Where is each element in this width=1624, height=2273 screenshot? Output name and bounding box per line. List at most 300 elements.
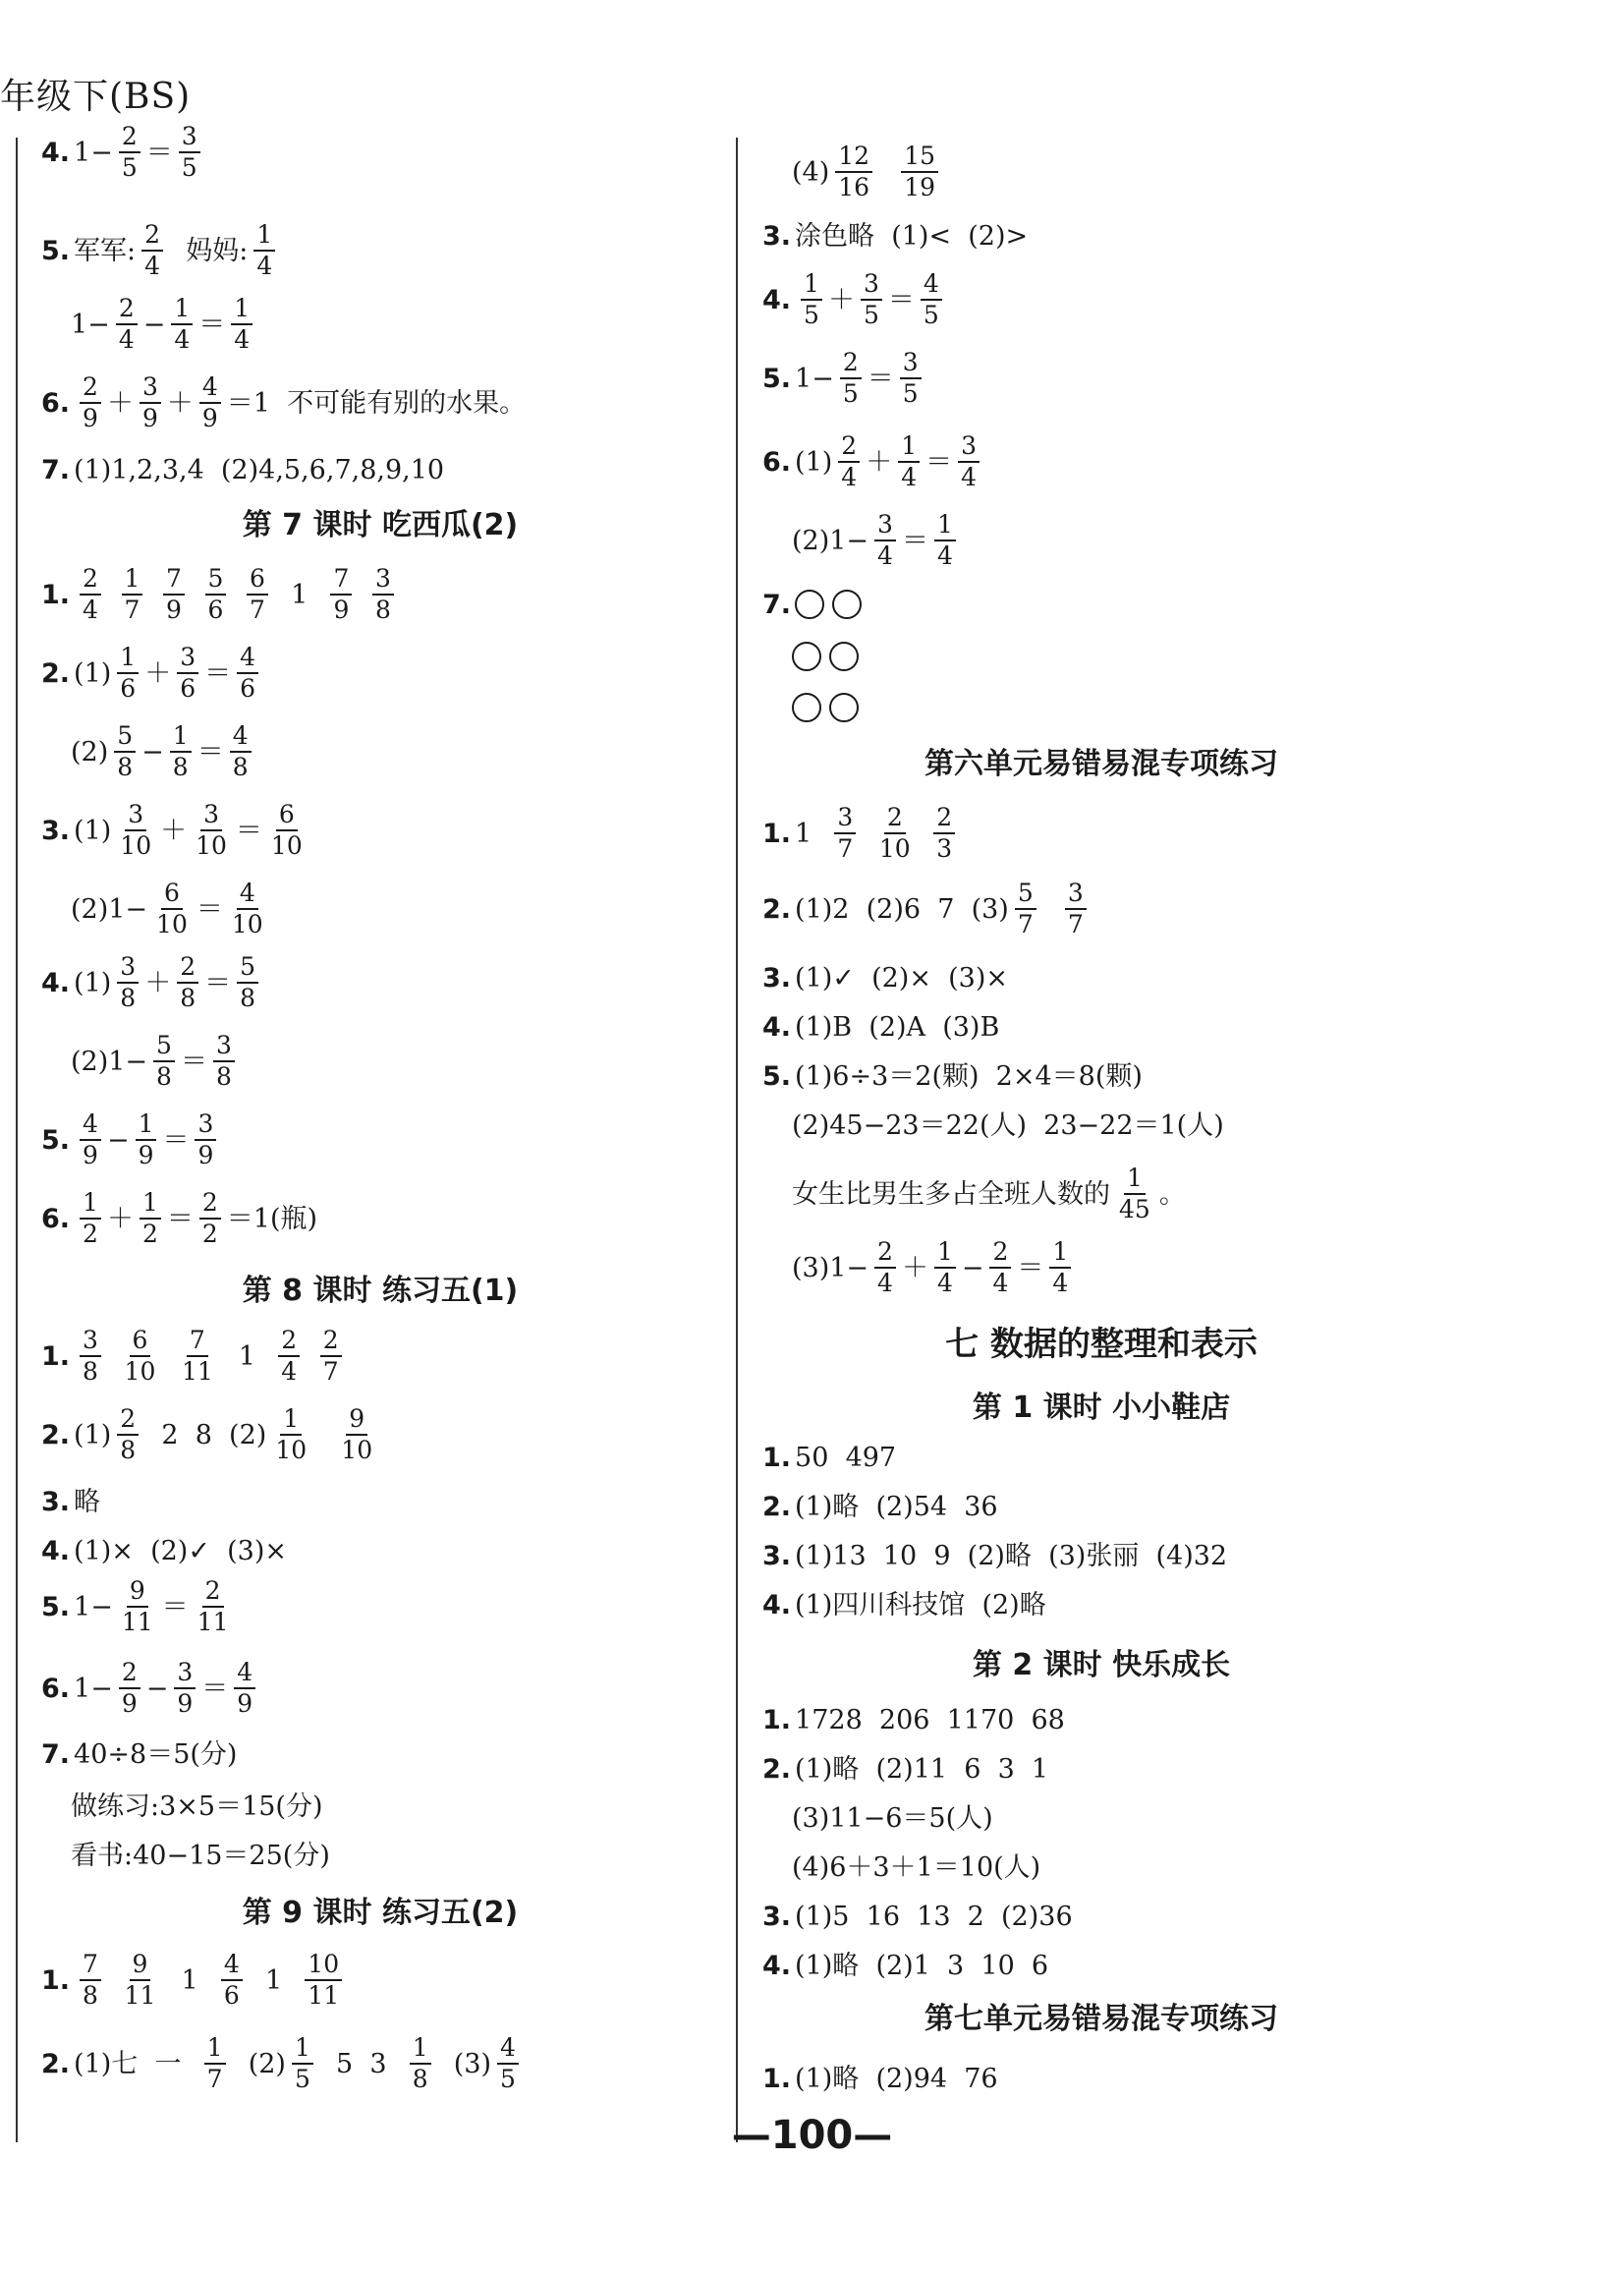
fraction <box>292 2032 313 2093</box>
fraction-numerator: 2 <box>989 1239 1011 1269</box>
answer-text: (1) <box>795 446 833 478</box>
fraction-denominator: 6 <box>180 674 196 703</box>
fraction-numerator: 7 <box>330 566 352 596</box>
answer-text: (1)四川科技馆 (2)略 <box>795 1589 1046 1620</box>
fraction-denominator: 4 <box>841 463 858 491</box>
answer-line <box>41 555 400 634</box>
fraction-denominator: 7 <box>837 834 854 863</box>
fraction-denominator: 45 <box>1119 1195 1150 1223</box>
fraction-denominator: 5 <box>842 379 859 408</box>
question-number: 2. <box>762 1491 792 1522</box>
answer-text: 。 <box>1158 1178 1186 1210</box>
fraction-denominator: 7 <box>206 2065 223 2093</box>
answer-line <box>792 1155 1186 1233</box>
fraction-numerator: 3 <box>80 1328 101 1357</box>
answer-line <box>41 211 281 290</box>
fraction-numerator: 7 <box>80 1952 101 1981</box>
fraction <box>117 642 139 703</box>
page-number: —100— <box>731 2113 893 2158</box>
fraction <box>136 1108 157 1169</box>
fraction-numerator: 5 <box>114 723 136 753</box>
fraction-denominator: 5 <box>804 301 819 329</box>
fraction-denominator: 7 <box>1017 910 1034 938</box>
question-number: 4. <box>41 1535 71 1566</box>
fraction <box>119 1575 156 1636</box>
answer-text: (3) <box>436 2048 492 2079</box>
fraction-numerator: 6 <box>276 802 298 831</box>
question-number: 1. <box>762 1704 792 1735</box>
circle-shape <box>832 590 862 619</box>
answer-line <box>792 1779 993 1857</box>
fraction <box>934 509 956 570</box>
fraction-denominator: 5 <box>902 379 919 408</box>
fraction <box>204 2032 226 2093</box>
fraction-denominator: 8 <box>374 596 391 624</box>
section-heading-text: 第 8 课时 练习五(1) <box>242 1274 519 1308</box>
fraction <box>305 1949 342 2010</box>
answer-text: ＝ <box>196 736 224 767</box>
answer-text: ＋ <box>106 1203 134 1234</box>
fraction-denominator: 10 <box>878 834 911 863</box>
answer-text: (2) <box>71 736 109 767</box>
answer-line <box>762 870 1092 948</box>
answer-text: ＝ <box>887 284 915 315</box>
fraction <box>247 563 268 624</box>
fraction <box>80 1187 101 1248</box>
fraction-denominator: 5 <box>500 2065 516 2093</box>
fraction-denominator: 10 <box>156 910 188 938</box>
fraction-denominator: 4 <box>992 1269 1009 1297</box>
answer-line <box>762 938 1008 1017</box>
answer-text: − <box>961 1252 984 1283</box>
fraction-denominator: 5 <box>863 301 879 329</box>
fraction-denominator: 6 <box>120 674 137 703</box>
fraction-numerator: 9 <box>130 1952 151 1981</box>
fraction-denominator: 5 <box>121 153 138 182</box>
answer-text: 1728 206 1170 68 <box>795 1704 1065 1735</box>
answer-text: 2 8 (2) <box>144 1419 267 1450</box>
answer-text: ＋ <box>144 967 172 998</box>
answer-text: 1 <box>795 818 829 849</box>
fraction-numerator: 4 <box>237 645 258 674</box>
answer-line <box>41 430 444 509</box>
question-number: 2. <box>41 1419 71 1450</box>
answer-text <box>920 821 928 847</box>
section-heading-text: 第 1 课时 小小鞋店 <box>972 1391 1231 1425</box>
answer-text: ＝ <box>204 657 232 689</box>
question-number: 4. <box>41 137 71 168</box>
fraction-numerator: 1 <box>292 2035 313 2065</box>
fraction-denominator: 8 <box>240 984 256 1012</box>
answer-text: ＋ <box>827 284 855 315</box>
question-number: 1. <box>762 1442 792 1473</box>
fraction-denominator: 9 <box>83 404 98 432</box>
answer-line <box>762 988 999 1066</box>
answer-text: (2)1− <box>71 893 148 925</box>
fraction-denominator: 8 <box>120 984 137 1012</box>
fraction-numerator: 3 <box>179 124 200 153</box>
answer-text: ＝ <box>180 1046 207 1077</box>
fraction-numerator: 1 <box>801 271 822 301</box>
question-number: 4. <box>762 1589 792 1620</box>
answer-text: 1 <box>164 1964 215 1996</box>
fraction <box>237 951 258 1012</box>
section-heading <box>41 1252 719 1331</box>
fraction-denominator: 16 <box>838 173 870 201</box>
fraction-numerator: 3 <box>140 374 161 404</box>
answer-line <box>41 1179 317 1258</box>
fraction-numerator: 4 <box>497 2035 519 2065</box>
fraction-numerator: 1 <box>1049 1239 1071 1269</box>
answer-text <box>315 1422 332 1449</box>
answer-line <box>792 1228 1077 1307</box>
fraction-numerator: 2 <box>80 374 101 404</box>
answer-text: (4)6＋3＋1＝10(人) <box>792 1851 1041 1883</box>
question-number: 5. <box>41 235 71 266</box>
answer-line <box>792 668 867 747</box>
answer-line <box>762 1877 1073 1956</box>
answer-line <box>792 1828 1040 1906</box>
fraction-denominator: 4 <box>144 252 161 280</box>
question-number: 3. <box>762 220 792 252</box>
fraction-denominator: 9 <box>197 1141 214 1169</box>
fraction <box>237 642 258 703</box>
answer-text: 1 <box>273 579 325 610</box>
question-number: 7. <box>41 1738 71 1770</box>
answer-text: 1 <box>248 1964 300 1996</box>
fraction-denominator: 4 <box>936 541 953 570</box>
fraction <box>80 1108 101 1169</box>
answer-line <box>762 1680 1065 1759</box>
answer-text: 5 3 <box>318 2048 404 2079</box>
answer-text: ＋ <box>166 387 194 419</box>
fraction <box>195 1108 216 1169</box>
circle-shape <box>829 693 859 722</box>
fraction-denominator: 8 <box>172 753 189 781</box>
fraction-denominator: 4 <box>118 325 135 354</box>
fraction-numerator: 4 <box>230 723 252 753</box>
fraction <box>80 563 101 624</box>
fraction <box>874 509 896 570</box>
fraction <box>253 219 275 280</box>
fraction-numerator: 3 <box>372 566 394 596</box>
question-number: 5. <box>41 1591 71 1622</box>
section-heading <box>762 1626 1440 1705</box>
section-heading <box>41 1874 719 1953</box>
fraction-denominator: 9 <box>138 1141 154 1169</box>
question-number: 1. <box>762 2063 792 2094</box>
question-number: 4. <box>762 1950 792 1981</box>
fraction-denominator: 10 <box>231 910 263 938</box>
answer-text: 妈妈: <box>169 235 249 266</box>
circle-shape <box>792 642 821 671</box>
fraction-denominator: 10 <box>341 1436 373 1464</box>
fraction <box>199 371 221 432</box>
fraction-numerator: 1 <box>253 222 275 252</box>
fraction-numerator: 3 <box>200 802 222 831</box>
answer-text: ＋ <box>144 657 172 689</box>
fraction-numerator: 2 <box>177 954 198 984</box>
fraction-numerator: 1 <box>280 1406 302 1436</box>
fraction <box>900 347 922 408</box>
fraction <box>410 2032 431 2093</box>
answer-text: ＋ <box>160 815 188 846</box>
fraction <box>320 1325 342 1386</box>
answer-text <box>148 582 157 608</box>
answer-text: (1)七 一 <box>74 2048 198 2079</box>
fraction-denominator: 8 <box>117 753 134 781</box>
fraction-numerator: 3 <box>834 805 856 834</box>
fraction-numerator: 6 <box>247 566 268 596</box>
fraction-denominator: 4 <box>281 1357 298 1386</box>
section-heading-text: 第 2 课时 快乐成长 <box>972 1648 1231 1682</box>
fraction <box>177 951 198 1012</box>
answer-text <box>164 1343 173 1370</box>
fraction-denominator: 9 <box>141 404 158 432</box>
question-number: 7. <box>41 454 71 485</box>
circle-shape <box>795 590 824 619</box>
answer-text: ＋ <box>901 1252 928 1283</box>
fraction-numerator: 2 <box>838 433 860 463</box>
fraction <box>330 563 352 624</box>
answer-text: ＝ <box>925 446 953 478</box>
question-number: 1. <box>41 579 71 610</box>
fraction-denominator: 8 <box>83 1357 98 1386</box>
fraction-numerator: 4 <box>237 881 258 910</box>
fraction <box>117 1403 139 1464</box>
fraction-numerator: 1 <box>410 2035 431 2065</box>
fraction-numerator: 2 <box>202 1578 224 1608</box>
answer-text <box>107 1967 116 1994</box>
fraction-denominator: 7 <box>250 596 265 624</box>
fraction-numerator: 1 <box>934 512 956 541</box>
answer-line <box>41 791 311 870</box>
answer-line <box>762 1565 1046 1644</box>
answer-line <box>792 501 962 580</box>
fraction-denominator: 4 <box>83 596 98 624</box>
fraction-denominator: 7 <box>322 1357 339 1386</box>
answer-line <box>41 1101 222 1179</box>
fraction <box>122 563 143 624</box>
fraction-denominator: 9 <box>166 596 182 624</box>
fraction-denominator: 10 <box>275 1436 308 1464</box>
answer-text: (1)6÷3＝2(颗) 2×4＝8(颗) <box>795 1060 1143 1092</box>
fraction-denominator: 8 <box>156 1062 172 1091</box>
answer-text: ＝1(瓶) <box>226 1203 318 1234</box>
fraction-numerator: 2 <box>278 1328 300 1357</box>
fraction-numerator: 2 <box>884 805 906 834</box>
fraction-denominator: 5 <box>923 301 939 329</box>
question-number: 6. <box>41 1203 71 1234</box>
fraction-numerator: 3 <box>213 1033 235 1062</box>
fraction-numerator: 1 <box>231 296 252 325</box>
answer-text: (1)1,2,3,4 (2)4,5,6,7,8,9,10 <box>74 454 445 485</box>
fraction <box>122 1949 159 2010</box>
question-number: 2. <box>762 893 792 925</box>
answer-line <box>762 1926 1048 2005</box>
fraction-denominator: 8 <box>83 1981 98 2010</box>
fraction-numerator: 1 <box>140 1190 161 1220</box>
answer-text: 看书:40−15＝25(分) <box>71 1840 330 1871</box>
question-number: 3. <box>41 815 71 846</box>
fraction <box>989 1236 1011 1297</box>
answer-line <box>41 943 264 1022</box>
fraction-denominator: 11 <box>124 1981 156 2010</box>
answer-line <box>41 1317 348 1395</box>
fraction <box>933 802 955 863</box>
fraction-numerator: 1 <box>80 1190 101 1220</box>
answer-text: (1)5 16 13 2 (2)36 <box>795 1901 1073 1932</box>
fraction <box>119 1657 140 1718</box>
fraction <box>268 799 306 860</box>
fraction-numerator: 3 <box>1065 881 1087 910</box>
answer-text: − <box>142 309 166 340</box>
answer-line <box>762 423 985 501</box>
fraction-numerator: 3 <box>861 271 882 301</box>
fraction <box>835 143 872 201</box>
answer-text: ＝ <box>201 1673 229 1704</box>
answer-text: (1)✓ (2)× (3)× <box>795 962 1008 994</box>
center-column-rule <box>736 138 738 2142</box>
answer-text: 1− <box>795 363 834 394</box>
section-heading-text: 七 数据的整理和表示 <box>945 1325 1258 1364</box>
fraction-numerator: 3 <box>900 350 922 379</box>
answer-text: ＝ <box>166 1203 194 1234</box>
fraction-numerator: 1 <box>204 2035 226 2065</box>
fraction-numerator: 3 <box>125 802 146 831</box>
fraction <box>80 371 101 432</box>
fraction-numerator: 2 <box>874 1239 896 1269</box>
fraction-denominator: 11 <box>308 1981 340 2010</box>
fraction <box>174 1657 196 1718</box>
fraction-numerator: 1 <box>122 566 143 596</box>
fraction-numerator: 6 <box>130 1328 151 1357</box>
fraction-denominator: 6 <box>207 596 224 624</box>
question-number: 2. <box>41 2048 71 2079</box>
fraction-denominator: 8 <box>180 984 196 1012</box>
answer-line <box>762 339 927 418</box>
answer-line <box>71 1816 330 1895</box>
fraction <box>272 1403 309 1464</box>
question-number: 3. <box>41 1486 71 1517</box>
question-number: 3. <box>762 962 792 994</box>
answer-line <box>41 1715 237 1793</box>
fraction <box>876 802 914 863</box>
fraction <box>140 1187 161 1248</box>
fraction-denominator: 8 <box>412 2065 428 2093</box>
fraction-numerator: 3 <box>177 645 198 674</box>
answer-text: (1)13 10 9 (2)略 (3)张丽 (4)32 <box>795 1540 1228 1571</box>
fraction <box>179 1325 216 1386</box>
fraction-denominator: 4 <box>877 1269 893 1297</box>
fraction-denominator: 4 <box>234 325 251 354</box>
answer-text: − <box>145 1673 169 1704</box>
section-heading-text: 第 7 课时 吃西瓜(2) <box>242 508 519 542</box>
question-number: 4. <box>41 967 71 998</box>
answer-text: ＝ <box>198 309 226 340</box>
answer-line <box>71 712 257 791</box>
question-number: 3. <box>762 1540 792 1571</box>
fraction-numerator: 1 <box>171 296 193 325</box>
answer-text: (1)略 (2)11 6 3 1 <box>795 1753 1049 1785</box>
fraction-denominator: 10 <box>196 831 227 860</box>
question-number: 7. <box>762 589 792 620</box>
fraction <box>141 219 163 280</box>
fraction-denominator: 8 <box>232 753 249 781</box>
fraction-numerator: 2 <box>933 805 955 834</box>
fraction <box>163 563 185 624</box>
fraction-numerator: 7 <box>163 566 185 596</box>
fraction-numerator: 2 <box>117 1406 139 1436</box>
answer-line <box>762 260 948 339</box>
fraction-denominator: 7 <box>1067 910 1084 938</box>
answer-line <box>762 2039 998 2118</box>
left-column-rule <box>16 138 18 2142</box>
fraction-numerator: 12 <box>835 143 872 173</box>
fraction <box>840 347 862 408</box>
fraction <box>1049 1236 1071 1297</box>
fraction-denominator: 11 <box>181 1357 213 1386</box>
fraction-numerator: 5 <box>153 1033 175 1062</box>
fraction <box>901 143 938 201</box>
answer-text: ＝1 不可能有别的水果。 <box>226 387 527 419</box>
fraction <box>170 720 192 781</box>
question-number: 4. <box>762 284 792 315</box>
fraction-numerator: 9 <box>346 1406 367 1436</box>
answer-text <box>862 821 870 847</box>
fraction-denominator: 9 <box>83 1141 98 1169</box>
fraction <box>874 1236 896 1297</box>
fraction-numerator: 4 <box>921 271 942 301</box>
fraction-denominator: 4 <box>1052 1269 1069 1297</box>
fraction-denominator: 2 <box>141 1220 158 1248</box>
fraction <box>193 799 230 860</box>
fraction-numerator: 5 <box>205 566 227 596</box>
fraction-numerator: 2 <box>320 1328 342 1357</box>
fraction-denominator: 5 <box>294 2065 310 2093</box>
fraction <box>221 1949 243 2010</box>
fraction-denominator: 9 <box>121 1689 138 1718</box>
fraction-numerator: 3 <box>958 433 980 463</box>
question-number: 1. <box>41 1964 71 1996</box>
answer-text: 做练习:3×5＝15(分) <box>71 1790 323 1822</box>
fraction <box>153 878 191 938</box>
answer-text: 1− <box>74 137 113 168</box>
fraction <box>116 293 138 354</box>
question-number: 3. <box>762 1901 792 1932</box>
section-heading-text: 第七单元易错易混专项练习 <box>924 2002 1278 2036</box>
answer-line <box>792 617 867 696</box>
question-number: 2. <box>41 657 71 689</box>
fraction-numerator: 3 <box>874 512 896 541</box>
fraction <box>205 563 227 624</box>
fraction-numerator: 2 <box>141 222 163 252</box>
answer-line <box>41 1941 348 2019</box>
answer-text: 略 <box>74 1486 101 1517</box>
fraction-numerator: 4 <box>199 374 221 404</box>
answer-line <box>762 1418 896 1497</box>
fraction-numerator: 3 <box>117 954 139 984</box>
fraction-denominator: 11 <box>196 1608 229 1636</box>
answer-line <box>71 1767 323 1846</box>
answer-text: ＝ <box>1017 1252 1044 1283</box>
answer-line <box>762 565 869 644</box>
answer-text <box>358 582 366 608</box>
section-heading <box>41 486 719 565</box>
fraction-numerator: 2 <box>116 296 138 325</box>
fraction-denominator: 8 <box>215 1062 232 1091</box>
answer-line <box>41 1395 381 1474</box>
